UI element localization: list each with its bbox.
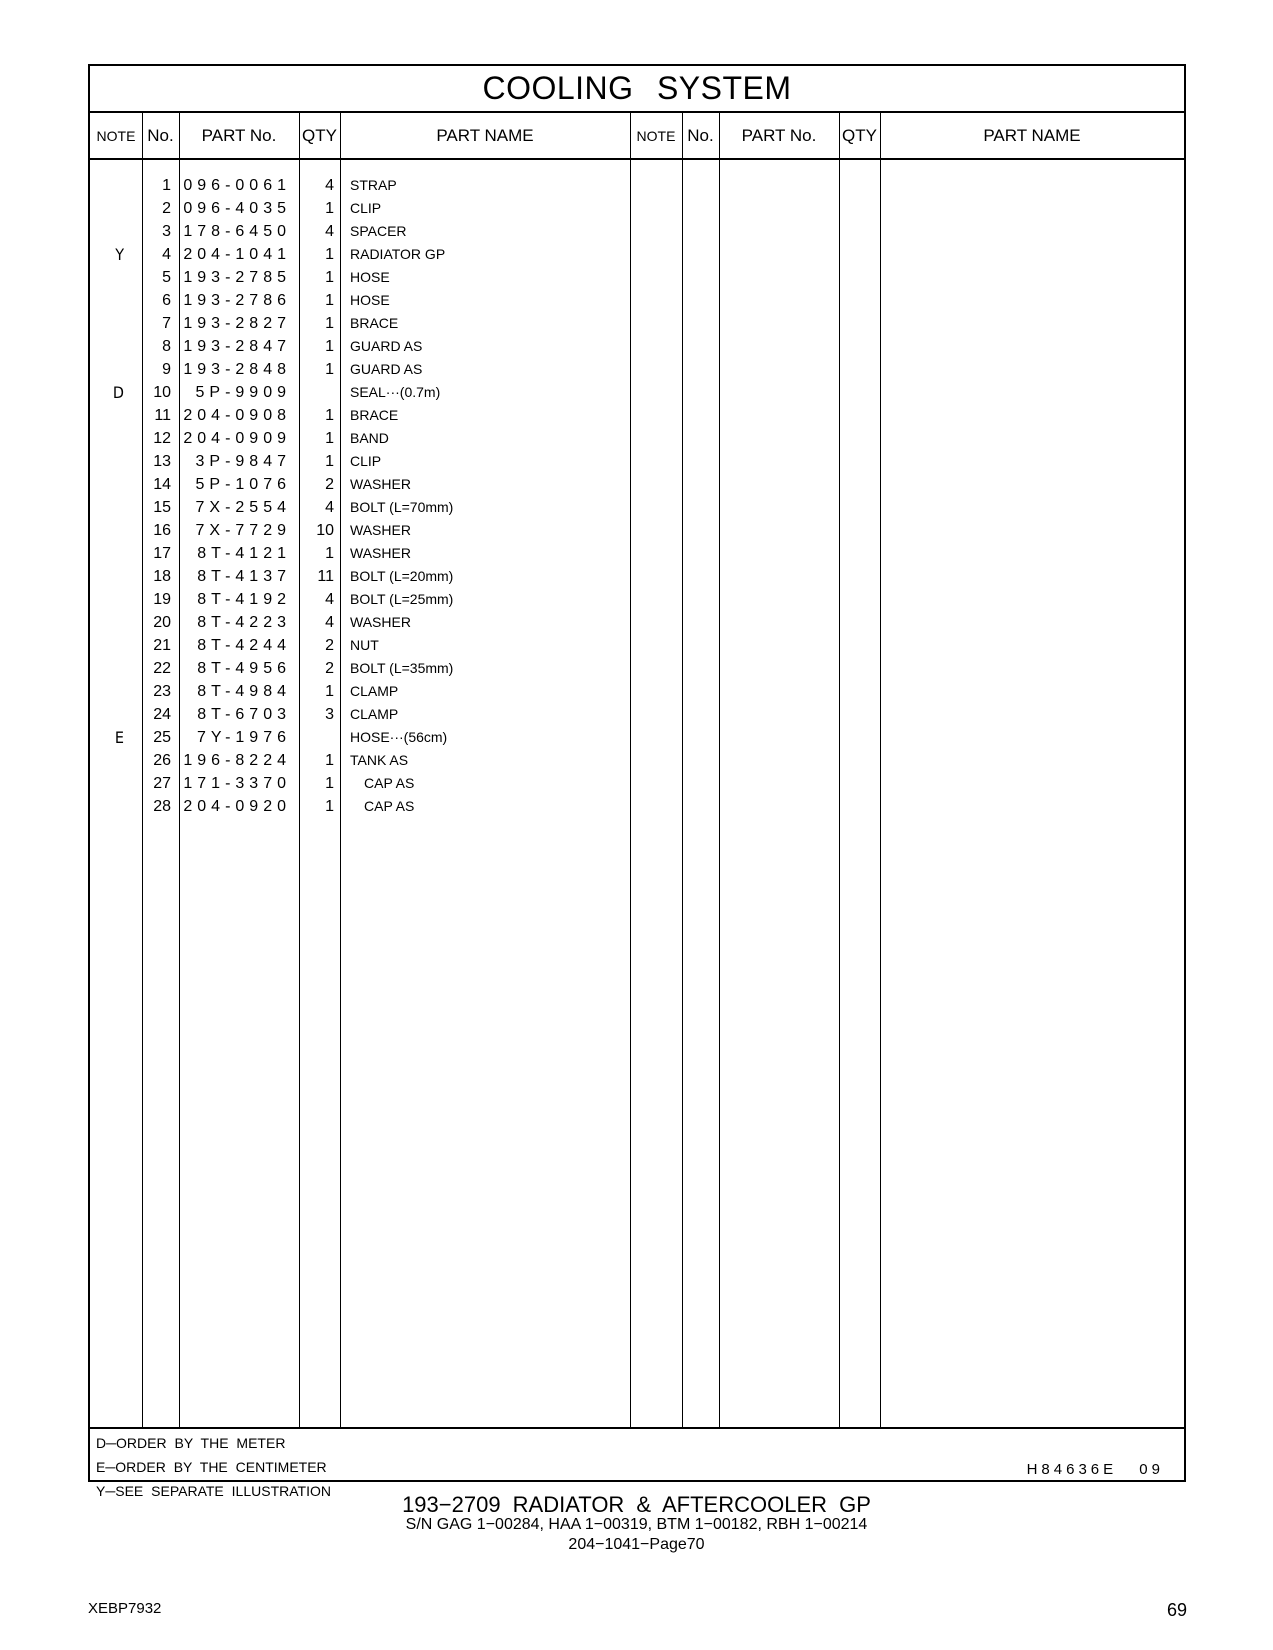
table-row [90,542,1184,565]
table-row [90,335,1184,358]
note-cell [90,220,142,243]
part-number: 8T-4984 [197,683,291,700]
item-number: 27 [153,775,171,792]
table-row [90,404,1184,427]
table-row [90,473,1184,496]
item-number: 2 [162,200,171,217]
part-number: 8T-6703 [197,706,291,723]
note-cell [90,657,142,680]
part-name: GUARD AS [350,338,423,354]
page-reference: 204−1041−Page70 [568,1536,705,1553]
header-part-no-right: PART No. [741,125,817,145]
part-name: HOSE···(56cm) [350,729,448,745]
table-row [90,795,1184,818]
note-cell [90,335,142,358]
table-row [90,749,1184,772]
note-cell [90,565,142,588]
item-number: 18 [153,568,171,585]
note-cell [90,427,142,450]
part-number: 193-2786 [183,292,291,309]
item-number: 1 [162,177,171,194]
quantity: 2 [325,637,334,654]
note-see-illustration: Y─SEE SEPARATE ILLUSTRATION [96,1483,331,1499]
table-row [90,312,1184,335]
quantity: 1 [325,338,334,355]
part-number: 171-3370 [183,775,291,792]
section-title: COOLING SYSTEM [90,66,1184,113]
serial-numbers: S/N GAG 1−00284, HAA 1−00319, BTM 1−00182, RBH 1−00214 [405,1516,868,1533]
quantity [299,726,340,749]
table-row [90,358,1184,381]
note-cell [90,749,142,772]
part-number: 8T-4137 [197,568,291,585]
part-name: STRAP [350,177,397,193]
part-name: BOLT (L=20mm) [350,568,454,584]
table-row [90,726,1184,749]
part-name: WASHER [350,476,411,492]
part-number: 096-0061 [183,177,291,194]
item-number: 25 [153,729,171,746]
note-cell [90,174,142,197]
part-number: 5P-9909 [195,384,291,401]
quantity: 1 [325,798,334,815]
item-number: 26 [153,752,171,769]
part-number: 096-4035 [183,200,291,217]
table-row [90,427,1184,450]
table-row [90,381,1184,404]
item-number: 4 [162,246,171,263]
table-row [90,289,1184,312]
part-name: SPACER [350,223,407,239]
item-number: 3 [162,223,171,240]
note-cell [90,680,142,703]
quantity: 3 [325,706,334,723]
part-number: 5P-1076 [195,476,291,493]
part-name: WASHER [350,522,411,538]
part-number: 196-8224 [183,752,291,769]
part-name: GUARD AS [350,361,423,377]
part-name: CLIP [350,200,382,216]
note-cell: D [112,383,124,402]
part-name: BOLT (L=25mm) [350,591,454,607]
table-row [90,634,1184,657]
part-number: 8T-4956 [197,660,291,677]
header-part-name-left: PART NAME [436,125,534,145]
page-number: 69 [1166,1600,1187,1620]
note-cell [90,703,142,726]
part-name: RADIATOR GP [350,246,446,262]
quantity: 4 [325,591,334,608]
quantity: 2 [325,660,334,677]
quantity: 1 [325,407,334,424]
item-number: 7 [162,315,171,332]
quantity: 4 [325,223,334,240]
part-name: BAND [350,430,389,446]
quantity: 1 [325,292,334,309]
part-number: 193-2848 [183,361,291,378]
table-row [90,197,1184,220]
part-number: 178-6450 [183,223,291,240]
parts-list [90,174,1184,818]
part-name: WASHER [350,545,411,561]
quantity: 1 [325,315,334,332]
table-row [90,266,1184,289]
quantity: 10 [316,522,334,539]
quantity [299,381,340,404]
part-name: SEAL···(0.7m) [350,384,441,400]
item-number: 21 [153,637,171,654]
item-number: 5 [162,269,171,286]
part-name: TANK AS [350,752,409,768]
table-row [90,772,1184,795]
quantity: 4 [325,499,334,516]
table-row [90,450,1184,473]
part-name: WASHER [350,614,411,630]
note-cell [90,634,142,657]
table-header [90,113,1184,160]
header-no-right: No. [687,125,714,145]
note-cell [90,795,142,818]
part-number: 8T-4244 [197,637,291,654]
note-cell [90,542,142,565]
quantity: 1 [325,269,334,286]
note-cell [90,266,142,289]
header-part-name-right: PART NAME [983,125,1081,145]
part-number: 3P-9847 [195,453,291,470]
part-name: HOSE [350,292,390,308]
part-name: NUT [350,637,379,653]
item-number: 10 [153,384,171,401]
table-row [90,588,1184,611]
quantity: 1 [325,361,334,378]
note-cell [90,404,142,427]
note-cell [90,450,142,473]
note-cell [90,588,142,611]
item-number: 11 [154,407,171,424]
note-cell [90,496,142,519]
quantity: 1 [325,246,334,263]
part-number: 204-0908 [183,407,291,424]
quantity: 1 [325,453,334,470]
table-row [90,657,1184,680]
item-number: 13 [153,453,171,470]
note-order-by-meter: D─ORDER BY THE METER [96,1435,286,1451]
item-number: 19 [153,591,171,608]
part-name: CLAMP [350,706,399,722]
item-number: 6 [162,292,171,309]
item-number: 15 [153,499,171,516]
quantity: 4 [325,614,334,631]
note-cell: Y [115,245,124,264]
quantity: 1 [325,752,334,769]
part-number: 193-2827 [183,315,291,332]
item-number: 9 [162,361,171,378]
header-part-no-left: PART No. [201,125,277,145]
table-row [90,565,1184,588]
note-cell [90,312,142,335]
part-name: BRACE [350,407,399,423]
note-cell [90,197,142,220]
part-number: 193-2847 [183,338,291,355]
item-number: 20 [153,614,171,631]
quantity: 1 [325,545,334,562]
quantity: 1 [325,683,334,700]
part-name: CLAMP [350,683,399,699]
note-cell [90,772,142,795]
note-order-by-centimeter: E─ORDER BY THE CENTIMETER [96,1459,327,1475]
table-row [90,680,1184,703]
header-note-left: NOTE [96,127,136,144]
part-number: 8T-4223 [197,614,291,631]
notes-section [90,1427,1184,1499]
part-number: 8T-4121 [197,545,291,562]
part-number: 204-1041 [183,246,291,263]
note-cell [90,473,142,496]
header-qty-right: QTY [842,125,877,145]
item-number: 24 [153,706,171,723]
part-name: CAP AS [364,775,415,791]
group-caption: 193−2709 RADIATOR & AFTERCOOLER GP [402,1492,871,1517]
part-name: BOLT (L=35mm) [350,660,454,676]
table-row [90,243,1184,266]
part-name: BRACE [350,315,399,331]
quantity: 1 [325,200,334,217]
quantity: 1 [325,430,334,447]
part-number: 204-0909 [183,430,291,447]
note-cell [90,358,142,381]
part-number: 7X-2554 [195,499,291,516]
part-name: CLIP [350,453,382,469]
note-cell [90,519,142,542]
part-name: CAP AS [364,798,415,814]
header-qty-left: QTY [302,125,337,145]
item-number: 12 [153,430,171,447]
note-cell: E [114,728,124,747]
table-row [90,519,1184,542]
parts-table-frame [88,64,1186,1499]
item-number: 22 [153,660,171,677]
document-id: XEBP7932 [88,1600,162,1617]
table-row [90,611,1184,634]
item-number: 17 [153,545,171,562]
item-number: 14 [153,476,171,493]
illustration-code: H84636E 09 [1026,1461,1164,1478]
item-number: 16 [153,522,171,539]
item-number: 28 [153,798,171,815]
part-number: 7Y-1976 [196,729,291,746]
item-number: 8 [162,338,171,355]
quantity: 4 [325,177,334,194]
header-no-left: No. [147,125,174,145]
part-name: BOLT (L=70mm) [350,499,454,515]
part-number: 204-0920 [183,798,291,815]
item-number: 23 [153,683,171,700]
quantity: 2 [325,476,334,493]
note-cell [90,289,142,312]
part-number: 8T-4192 [197,591,291,608]
table-row [90,220,1184,243]
part-number: 193-2785 [183,269,291,286]
table-row [90,496,1184,519]
table-row [90,703,1184,726]
part-name: HOSE [350,269,390,285]
note-cell [90,611,142,634]
quantity: 1 [325,775,334,792]
table-row [90,174,1184,197]
part-number: 7X-7729 [195,522,291,539]
header-note-right: NOTE [636,127,676,144]
quantity: 11 [317,568,334,585]
